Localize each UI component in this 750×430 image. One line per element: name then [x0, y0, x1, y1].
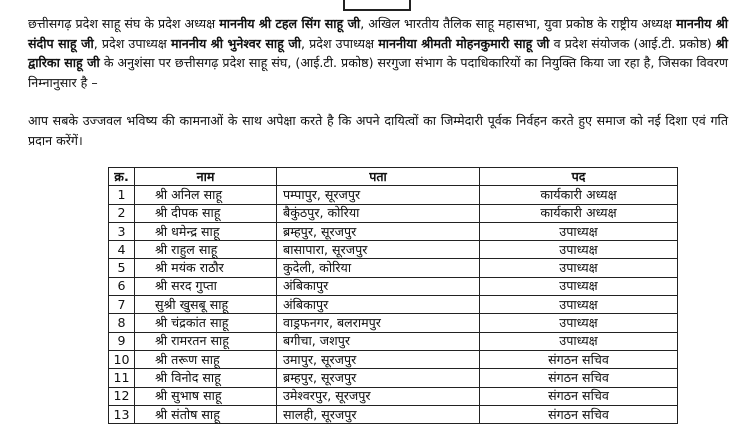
- row-post: कार्यकारी अध्यक्ष: [480, 204, 678, 222]
- row-name: श्री अनिल साहू: [135, 186, 277, 204]
- header-num: क्र.: [109, 168, 135, 186]
- row-post: उपाध्यक्ष: [480, 314, 678, 332]
- intro-bold-5: श्री द्वारिका साहू जी: [28, 35, 728, 70]
- row-name: श्री दीपक साहू: [135, 204, 277, 222]
- row-name: श्री चंद्रकांत साहू: [135, 314, 277, 332]
- row-post: संगठन सचिव: [480, 387, 678, 405]
- table-row: [109, 314, 678, 332]
- intro-text-1: छत्तीसगढ़ प्रदेश साहू संघ के प्रदेश अध्यक्ष: [28, 16, 220, 31]
- intro-text-6: के अनुशंसा पर छत्तीसगढ़ प्रदेश साहू संघ, (आई.टी. प्रकोष्ठ) सरगुजा संभाग के पदाधिकारियों का नियुक्ति किया जा रहा है, जिसका विवरण निम्नानुसार है –: [28, 55, 728, 90]
- row-address: बैकुंठपुर, कोरिया: [277, 204, 480, 222]
- table-header-row: [109, 168, 678, 186]
- row-post: कार्यकारी अध्यक्ष: [480, 186, 678, 204]
- table-row: [109, 241, 678, 259]
- intro-bold-4: माननीया श्रीमती मोहनकुमारी साहू जी: [378, 35, 550, 51]
- intro-text-2: , अखिल भारतीय तैलिक साहू महासभा, युवा प्रकोष्ठ के राष्ट्रीय अध्यक्ष: [360, 16, 677, 31]
- table-row: [109, 259, 678, 277]
- row-address: पम्पापुर, सूरजपुर: [277, 186, 480, 204]
- row-num: 2: [109, 204, 135, 222]
- table-row: [109, 296, 678, 314]
- appointments-table: [108, 167, 678, 424]
- header-name: नाम: [135, 168, 277, 186]
- row-name: श्री मयंक राठौर: [135, 259, 277, 277]
- row-address: अंबिकापुर: [277, 296, 480, 314]
- row-address: उमापुर, सूरजपुर: [277, 350, 480, 368]
- row-address: उमेश्वरपुर, सूरजपुर: [277, 387, 480, 405]
- row-num: 10: [109, 350, 135, 368]
- row-post: उपाध्यक्ष: [480, 241, 678, 259]
- row-name: श्री सरद गुप्ता: [135, 277, 277, 295]
- table-row: [109, 204, 678, 222]
- row-num: 11: [109, 369, 135, 387]
- row-name: श्री राहुल साहू: [135, 241, 277, 259]
- row-num: 3: [109, 222, 135, 240]
- intro-bold-1: माननीय श्री टहल सिंग साहू जी: [219, 16, 361, 31]
- row-num: 13: [109, 405, 135, 423]
- row-post: उपाध्यक्ष: [480, 296, 678, 314]
- row-name: श्री धमेन्द्र साहू: [135, 222, 277, 240]
- row-post: उपाध्यक्ष: [480, 277, 678, 295]
- intro-text-3: , प्रदेश उपाध्यक्ष: [93, 35, 171, 51]
- table-row: [109, 350, 678, 368]
- intro-bold-2: माननीय श्री संदीप साहू जी: [28, 16, 729, 51]
- intro-text-4: , प्रदेश उपाध्यक्ष: [300, 35, 379, 51]
- row-address: कुदेली, कोरिया: [277, 259, 480, 277]
- row-address: बासापारा, सूरजपुर: [277, 241, 480, 259]
- row-address: अंबिकापुर: [277, 277, 480, 295]
- row-name: श्री रामरतन साहू: [135, 332, 277, 350]
- table-row: [109, 222, 678, 240]
- row-post: संगठन सचिव: [480, 369, 678, 387]
- row-name: श्री संतोष साहू: [135, 405, 277, 423]
- row-address: सालही, सूरजपुर: [277, 405, 480, 423]
- intro-bold-3: माननीय श्री भुनेश्वर साहू जी: [170, 35, 301, 51]
- row-num: 4: [109, 241, 135, 259]
- row-post: उपाध्यक्ष: [480, 259, 678, 277]
- row-post: संगठन सचिव: [480, 350, 678, 368]
- row-address: बगीचा, जशपुर: [277, 332, 480, 350]
- row-address: ब्रम्हपुर, सूरजपुर: [277, 369, 480, 387]
- table-row: [109, 277, 678, 295]
- intro-paragraph: [28, 14, 728, 92]
- row-num: 9: [109, 332, 135, 350]
- header-address: पता: [277, 168, 480, 186]
- table-row: [109, 332, 678, 350]
- table-row: [109, 369, 678, 387]
- row-post: उपाध्यक्ष: [480, 222, 678, 240]
- row-name: श्री सुभाष साहू: [135, 387, 277, 405]
- row-address: ब्रम्हपुर, सूरजपुर: [277, 222, 480, 240]
- row-num: 8: [109, 314, 135, 332]
- table-row: [109, 387, 678, 405]
- header-post: पद: [480, 168, 678, 186]
- row-num: 6: [109, 277, 135, 295]
- table-row: [109, 405, 678, 423]
- row-post: संगठन सचिव: [480, 405, 678, 423]
- row-address: वाड्रफनगर, बलरामपुर: [277, 314, 480, 332]
- wishes-paragraph: आप सबके उज्जवल भविष्य की कामनाओं के साथ अपेक्षा करते है कि अपने दायित्वों का जिम्मेदारी पूर्वक निर्वहन करते हुए समाज को नई दिशा एवं गति प्रदान करेंगें।: [28, 113, 728, 148]
- row-name: श्री विनोद साहू: [135, 369, 277, 387]
- top-box-fragment: [343, 0, 411, 11]
- table-row: [109, 186, 678, 204]
- row-num: 12: [109, 387, 135, 405]
- row-num: 7: [109, 296, 135, 314]
- intro-text-5: व प्रदेश संयोजक (आई.टी. प्रकोष्ठ): [549, 35, 716, 51]
- row-name: श्री तरूण साहू: [135, 350, 277, 368]
- row-post: उपाध्यक्ष: [480, 332, 678, 350]
- row-num: 5: [109, 259, 135, 277]
- row-name: सुश्री खुसबू साहू: [135, 296, 277, 314]
- row-num: 1: [109, 186, 135, 204]
